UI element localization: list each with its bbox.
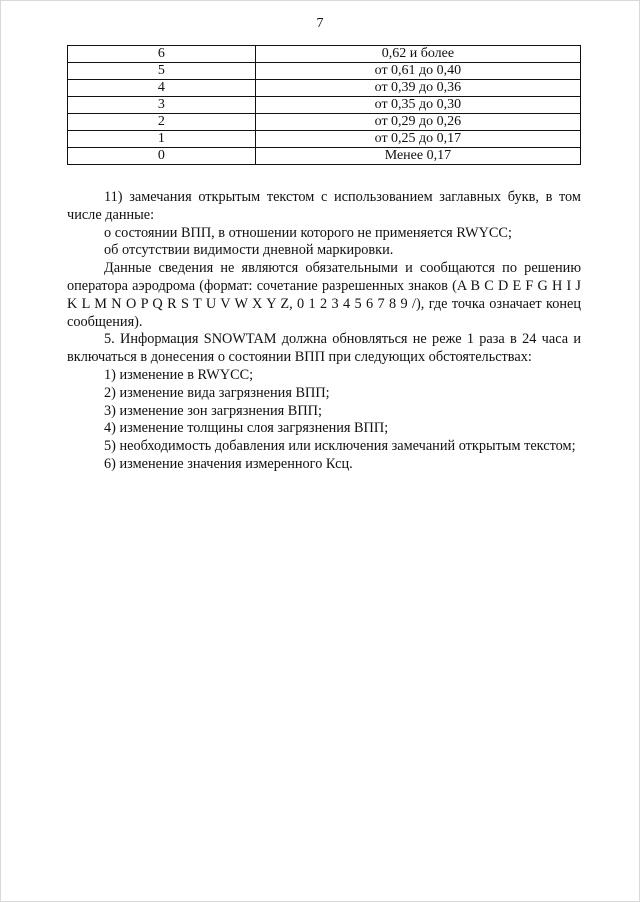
friction-coefficient-table xyxy=(67,45,581,165)
table-cell-value: от 0,35 до 0,30 xyxy=(255,97,580,114)
table-cell-value: от 0,25 до 0,17 xyxy=(255,131,580,148)
table-cell-code: 5 xyxy=(68,63,256,80)
table-row xyxy=(68,63,581,80)
table-cell-value: Менее 0,17 xyxy=(255,148,580,165)
table-cell-value: от 0,61 до 0,40 xyxy=(255,63,580,80)
page-number: 7 xyxy=(316,16,324,31)
list-item: 2) изменение вида загрязнения ВПП; xyxy=(104,384,330,401)
list-item: 4) изменение толщины слоя загрязнения ВПП; xyxy=(104,420,389,437)
table-row xyxy=(68,114,581,131)
list-item: 6) изменение значения измеренного Ксц. xyxy=(104,455,353,472)
table-row xyxy=(68,97,581,114)
paragraph-runway-state: о состоянии ВПП, в отношении которого не применяется RWYCC; xyxy=(104,224,512,241)
table-cell-code: 4 xyxy=(68,80,256,97)
table-cell-code: 6 xyxy=(68,46,256,63)
table-cell-value: от 0,39 до 0,36 xyxy=(255,80,580,97)
paragraph-optional-info: Данные сведения не являются обязательными и сообщаются по решению оператора аэродрома (формат: сочетание разрешенных знаков (A B C D E F G H I J K L M N O P Q R S T U V W X Y Z, 0 1 2 3 4 5 6 7 8 9 /), где точка означает конец сообщения). xyxy=(67,260,581,330)
body-text xyxy=(67,189,581,474)
paragraph-marking-visibility: об отсутствии видимости дневной маркировки. xyxy=(104,242,394,259)
table-cell-code: 1 xyxy=(68,131,256,148)
table-row xyxy=(68,131,581,148)
list-item: 5) необходимость добавления или исключения замечаний открытым текстом; xyxy=(104,438,576,455)
table-cell-code: 3 xyxy=(68,97,256,114)
table-cell-value: от 0,29 до 0,26 xyxy=(255,114,580,131)
table-cell-code: 0 xyxy=(68,148,256,165)
table-cell-code: 2 xyxy=(68,114,256,131)
list-item: 1) изменение в RWYCC; xyxy=(104,366,254,383)
table-row xyxy=(68,80,581,97)
table-row xyxy=(68,46,581,63)
list-item: 3) изменение зон загрязнения ВПП; xyxy=(104,402,322,419)
table-row xyxy=(68,148,581,165)
paragraph-snowtam-update: 5. Информация SNOWTAM должна обновляться не реже 1 раза в 24 часа и включаться в донесения о состоянии ВПП при следующих обстоятельствах: xyxy=(67,331,581,366)
paragraph-remarks: 11) замечания открытым текстом с использованием заглавных букв, в том числе данные: xyxy=(67,189,581,223)
table-cell-value: 0,62 и более xyxy=(255,46,580,63)
